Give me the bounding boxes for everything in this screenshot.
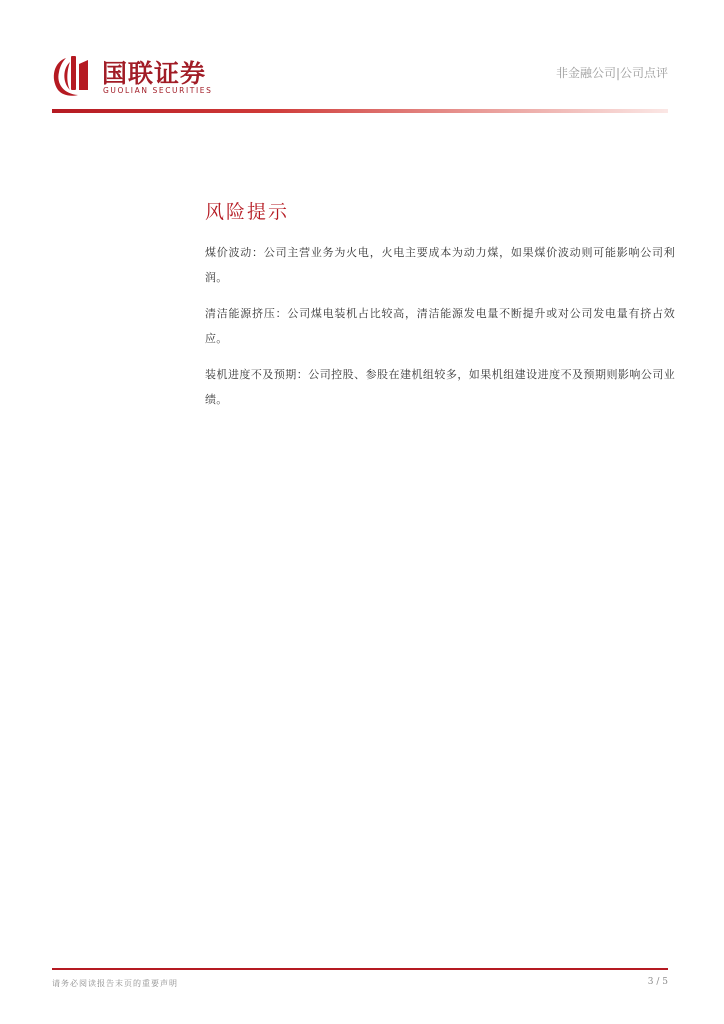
page-number: 3 / 5	[647, 977, 668, 987]
report-category: 非金融公司|公司点评	[555, 66, 668, 80]
risk-paragraph-installation: 装机进度不及预期：公司控股、参股在建机组较多，如果机组建设进度不及预期则影响公司业绩。	[205, 368, 675, 406]
footer-divider	[52, 968, 668, 970]
logo-english-name: GUOLIAN SECURITIES	[103, 86, 213, 95]
guolian-logo-icon	[50, 52, 94, 98]
risk-paragraph-coal-price: 煤价波动：公司主营业务为火电，火电主要成本为动力煤，如果煤价波动则可能影响公司利润。	[205, 246, 675, 284]
section-title: 风险提示	[205, 201, 290, 223]
footer-disclaimer: 请务必阅读报告末页的重要声明	[52, 979, 178, 988]
company-logo	[50, 52, 240, 100]
header-divider	[52, 109, 668, 113]
risk-paragraph-clean-energy: 清洁能源挤压：公司煤电装机占比较高，清洁能源发电量不断提升或对公司发电量有挤占效应。	[205, 307, 675, 345]
risk-content	[205, 240, 675, 423]
logo-chinese-name: 国联证券	[102, 59, 207, 88]
